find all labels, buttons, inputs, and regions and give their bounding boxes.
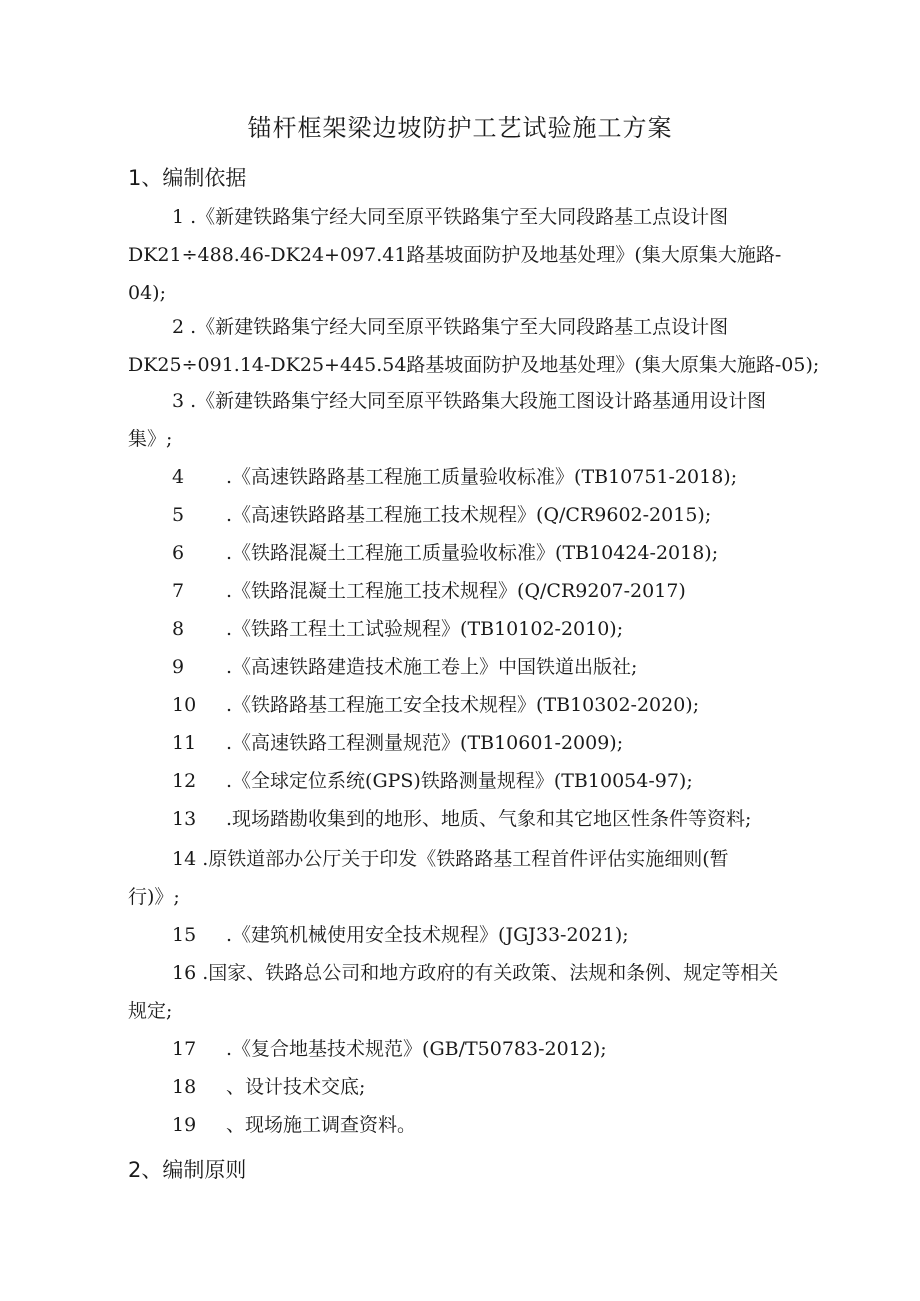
- item-text: .《高速铁路工程测量规范》(TB10601-2009);: [226, 732, 624, 754]
- basis-item-13: [172, 800, 751, 838]
- basis-item-14: [128, 840, 818, 916]
- basis-item-7: [172, 572, 686, 610]
- item-text: .《铁路混凝土工程施工质量验收标准》(TB10424-2018);: [226, 542, 719, 564]
- basis-item-9: [172, 648, 637, 686]
- item-number: 15: [172, 924, 197, 946]
- basis-item-1-line-3: 04);: [128, 282, 166, 304]
- basis-item-2-line-1: 2 .《新建铁路集宁经大同至原平铁路集宁至大同段路基工点设计图: [172, 316, 729, 338]
- section-heading-principles: 2、编制原则: [128, 1158, 247, 1182]
- basis-item-1: [128, 198, 818, 312]
- item-number: 17: [172, 1038, 197, 1060]
- item-number: 5: [172, 504, 185, 526]
- section-heading-basis: 1、编制依据: [128, 166, 247, 190]
- item-text: .现场踏勘收集到的地形、地质、气象和其它地区性条件等资料;: [226, 808, 752, 830]
- item-text: .《高速铁路路基工程施工技术规程》(Q/CR9602-2015);: [226, 504, 712, 526]
- basis-item-8: [172, 610, 623, 648]
- item-number: 19: [172, 1114, 197, 1136]
- item-number: 12: [172, 770, 197, 792]
- basis-item-3: [128, 382, 818, 458]
- item-number: 11: [172, 732, 197, 754]
- item-number: 13: [172, 808, 197, 830]
- basis-item-1-line-1: 1 .《新建铁路集宁经大同至原平铁路集宁至大同段路基工点设计图: [172, 206, 729, 228]
- basis-item-17: [172, 1030, 607, 1068]
- item-text: .《全球定位系统(GPS)铁路测量规程》(TB10054-97);: [226, 770, 693, 792]
- item-text: 、现场施工调查资料。: [226, 1114, 417, 1136]
- basis-item-16: [128, 954, 818, 1030]
- item-text: .《铁路混凝土工程施工技术规程》(Q/CR9207-2017): [226, 580, 686, 602]
- basis-item-4: [172, 458, 737, 496]
- document-title: 锚杆框架梁边坡防护工艺试验施工方案: [247, 114, 673, 142]
- basis-item-18: [172, 1068, 365, 1106]
- basis-item-10: [172, 686, 699, 724]
- basis-item-3-line-2: 集》;: [128, 428, 173, 450]
- basis-item-2: [128, 308, 818, 384]
- basis-item-15: [172, 916, 629, 954]
- item-number: 6: [172, 542, 185, 564]
- basis-item-16-line-2: 规定;: [128, 1000, 173, 1022]
- item-number: 7: [172, 580, 185, 602]
- item-text: .《铁路工程土工试验规程》(TB10102-2010);: [226, 618, 624, 640]
- basis-item-12: [172, 762, 693, 800]
- item-number: 10: [172, 694, 197, 716]
- basis-item-2-line-2: DK25÷091.14-DK25+445.54路基坡面防护及地基处理》(集大原集大施路-05);: [128, 354, 820, 376]
- basis-item-19: [172, 1106, 416, 1144]
- basis-item-6: [172, 534, 718, 572]
- basis-item-3-line-1: 3 .《新建铁路集宁经大同至原平铁路集大段施工图设计路基通用设计图: [172, 390, 767, 412]
- item-text: .《建筑机械使用安全技术规程》(JGJ33-2021);: [226, 924, 629, 946]
- basis-item-16-line-1: 16 .国家、铁路总公司和地方政府的有关政策、法规和条例、规定等相关: [172, 962, 779, 984]
- item-text: .《复合地基技术规范》(GB/T50783-2012);: [226, 1038, 607, 1060]
- item-number: 8: [172, 618, 185, 640]
- item-text: .《高速铁路路基工程施工质量验收标准》(TB10751-2018);: [226, 466, 738, 488]
- basis-item-14-line-1: 14 .原铁道部办公厅关于印发《铁路路基工程首件评估实施细则(暂: [172, 848, 729, 870]
- item-text: 、设计技术交底;: [226, 1076, 366, 1098]
- item-text: .《铁路路基工程施工安全技术规程》(TB10302-2020);: [226, 694, 700, 716]
- basis-item-14-line-2: 行)》;: [128, 886, 180, 908]
- basis-item-11: [172, 724, 623, 762]
- item-number: 4: [172, 466, 185, 488]
- item-number: 9: [172, 656, 185, 678]
- basis-item-5: [172, 496, 711, 534]
- basis-item-1-line-2: DK21÷488.46-DK24+097.41路基坡面防护及地基处理》(集大原集大施路-: [128, 244, 782, 266]
- item-text: .《高速铁路建造技术施工卷上》中国铁道出版社;: [226, 656, 638, 678]
- item-number: 18: [172, 1076, 197, 1098]
